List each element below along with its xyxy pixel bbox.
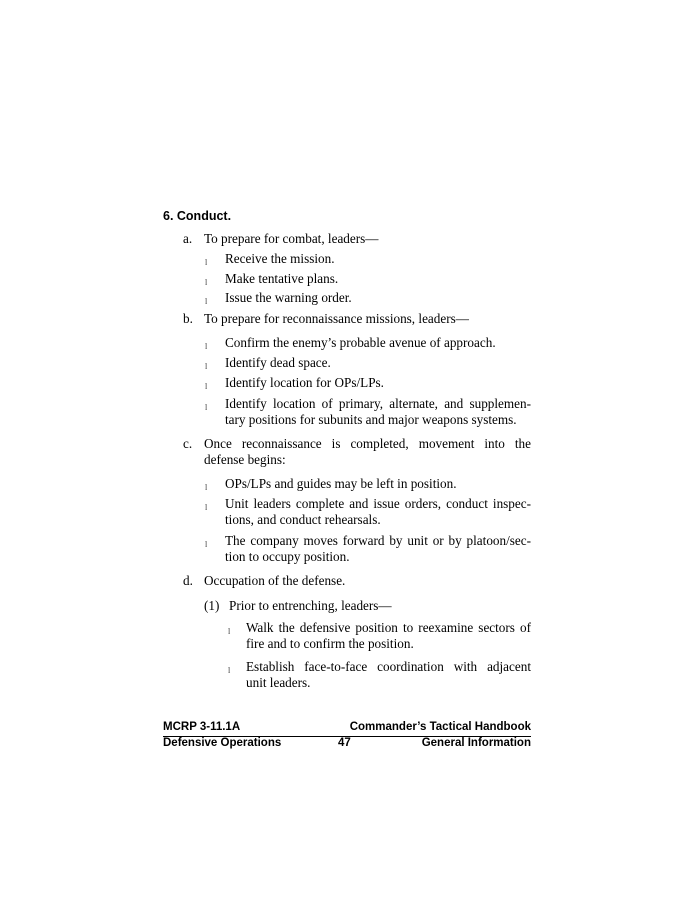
bullet-icon: l <box>205 483 208 492</box>
item-c-intro-line-1: Once reconnaissance is completed, movement into the <box>204 436 531 451</box>
item-a-bullet-1: Receive the mission. <box>225 251 335 266</box>
bullet-icon: l <box>205 258 208 267</box>
bullet-icon: l <box>205 503 208 512</box>
bullet-icon: l <box>205 342 208 351</box>
item-c-bullet-3-line-1: The company moves forward by unit or by platoon/sec- <box>225 533 531 548</box>
footer-page-number: 47 <box>338 737 351 749</box>
item-b-intro: To prepare for reconnaissance missions, leaders— <box>204 311 469 326</box>
bullet-icon: l <box>205 540 208 549</box>
footer-publication-number: MCRP 3-11.1A <box>163 721 241 733</box>
section-heading: 6. Conduct. <box>163 209 232 223</box>
item-b-bullet-2: Identify dead space. <box>225 355 331 370</box>
footer-publication-title: Commander’s Tactical Handbook <box>349 721 531 733</box>
item-b-label: b. <box>183 311 193 326</box>
bullet-icon: l <box>228 666 231 675</box>
item-d-1-bullet-1-line-1: Walk the defensive position to reexamine sectors of <box>246 620 531 635</box>
item-c-label: c. <box>183 436 193 451</box>
bullet-icon: l <box>205 362 208 371</box>
item-a-bullet-2: Make tentative plans. <box>225 271 339 286</box>
footer-section-title: General Information <box>421 737 531 749</box>
item-d-1-bullet-2-line-2: unit leaders. <box>246 675 311 690</box>
item-a-bullet-3: Issue the warning order. <box>225 290 352 305</box>
item-d-1-label: (1) <box>204 598 220 613</box>
item-c-bullet-2-line-1: Unit leaders complete and issue orders, conduct inspec- <box>225 496 531 511</box>
item-b-bullet-1: Confirm the enemy’s probable avenue of approach. <box>225 335 496 350</box>
item-d-1-intro: Prior to entrenching, leaders— <box>229 598 392 613</box>
item-b-bullet-4-line-1: Identify location of primary, alternate, and supplemen- <box>225 396 531 411</box>
item-b-bullet-3: Identify location for OPs/LPs. <box>225 375 384 390</box>
bullet-icon: l <box>205 403 208 412</box>
bullet-icon: l <box>228 627 231 636</box>
item-c-bullet-3-line-2: tion to occupy position. <box>225 549 350 564</box>
item-c-intro-line-2: defense begins: <box>204 452 286 467</box>
item-a-intro: To prepare for combat, leaders— <box>204 231 379 246</box>
bullet-icon: l <box>205 382 208 391</box>
footer-chapter-title: Defensive Operations <box>163 737 282 749</box>
item-d-intro: Occupation of the defense. <box>204 573 346 588</box>
item-a-label: a. <box>183 231 193 246</box>
item-d-1-bullet-1-line-2: fire and to confirm the position. <box>246 636 414 651</box>
item-d-1-bullet-2-line-1: Establish face-to-face coordination with adjacent <box>246 659 531 674</box>
item-c-bullet-2-line-2: tions, and conduct rehearsals. <box>225 512 381 527</box>
bullet-icon: l <box>205 297 208 306</box>
item-c-bullet-1: OPs/LPs and guides may be left in position. <box>225 476 457 491</box>
item-b-bullet-4-line-2: tary positions for subunits and major weapons systems. <box>225 412 517 427</box>
bullet-icon: l <box>205 278 208 287</box>
footer-top-row <box>163 721 531 735</box>
item-d-label: d. <box>183 573 193 588</box>
footer-bottom-row <box>163 737 531 751</box>
